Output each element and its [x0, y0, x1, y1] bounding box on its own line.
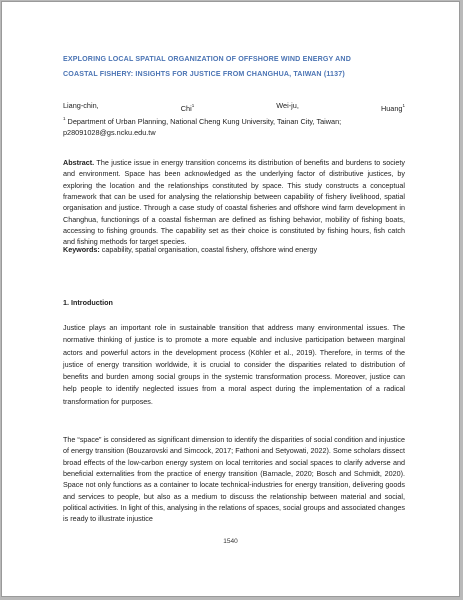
intro-paragraph-1: Justice plays an important role in sustainable transition that address many environmental issues. The normative thinking of justice is to promote a more equable and inclusive participation between marginal actors and powerful actors in the development process (Köhler et al., 2019). Therefore, in terms of the justice of energy transition worldwide, it is crucial to consider the disparities related to distribution of benefits and burden among social groups in the systemic transformation process. Moreover, justice can help people to identify neglected issues from a moral aspect during the implementation of a radical transformation for purposes.: [63, 323, 405, 406]
abstract-label: Abstract.: [63, 158, 95, 167]
affiliation-sup: 1: [63, 116, 66, 121]
keywords: [63, 244, 405, 255]
page-number: 1540: [223, 538, 238, 545]
keywords-text: capability, spatial organisation, coastal fishery, offshore wind energy: [99, 245, 318, 254]
author-line: [63, 100, 405, 114]
section-heading: 1. Introduction: [63, 298, 113, 307]
title-line-1: EXPLORING LOCAL SPATIAL ORGANIZATION OF OFFSHORE WIND ENERGY AND: [63, 55, 351, 63]
author-2-first-name: Wei-ju,: [276, 101, 299, 110]
paper-title: [63, 52, 408, 82]
author-2-affil-sup: 1: [402, 103, 405, 108]
affiliation-text: Department of Urban Planning, National Cheng Kung University, Tainan City, Taiwan; p28091028@gs.ncku.edu.tw: [63, 117, 342, 137]
abstract-text: The justice issue in energy transition concerns its distribution of benefits and burdens to society and environment. Space has been acknowledged as the underlying factor of distributive justices, by exploring the location and the relationships constituted by space. This study constructs a conceptual framework that can be used for analysing the relationship between capability of fishery livelihood, spatial organisation and justice. Through a case study of coastal fisheries and offshore wind farm development in Changhua, functionings of a coastal fisherman are defined as fishing behavior, mobility of fishing boats, accessing to fishing grounds. The capability set as their choice is constituted by fishing hours, fish catch and fishing methods for target species.: [63, 158, 405, 247]
abstract: [63, 157, 405, 248]
author-1-affil-sup: 1: [191, 103, 195, 108]
affiliation: [63, 113, 405, 138]
author-1-first-name: Liang-chin,: [63, 101, 99, 110]
intro-paragraph-2: The “space” is considered as significant dimension to identify the disparities of social condition and injustice of energy transition (Bouzarovski and Simcock, 2017; Fathoni and Setyowati, 2022). Some scholars dissect broad effects of the low-carbon energy system on local territories and social spaces to clarify adverse and beneficial externalities from the practice of energy transition (Barnacle, 2020; Bosch and Schmidt, 2020). Space not only functions as a container to locate technical-industries for energy transition, delivering goods and services to people, but also as a medium to discuss the relationship between material and social, political activities. In light of this, analysing in the relations of spaces, social groups and associated changes is ready to illustrate injustice: [63, 435, 405, 524]
author-2-last-name: Huang$^1$: [380, 103, 405, 113]
paper-page: [1, 1, 460, 597]
author-1-last-name: Chi$^1$: [180, 103, 195, 113]
keywords-label: Keywords:: [63, 245, 100, 254]
title-line-2: COASTAL FISHERY: INSIGHTS FOR JUSTICE FROM CHANGHUA, TAIWAN (1137): [63, 70, 345, 78]
